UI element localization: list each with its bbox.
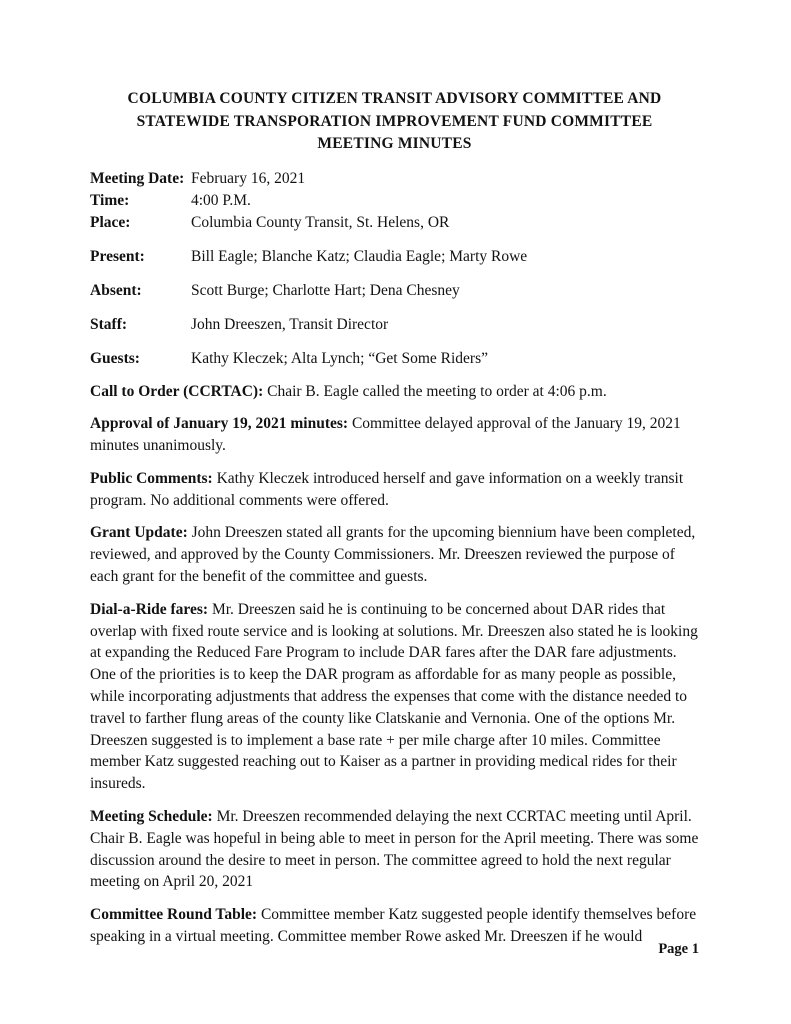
meta-label: Present: — [90, 247, 145, 265]
document-title — [90, 88, 699, 156]
paragraph-body: Kathy Kleczek introduced herself and gave information on a weekly transit program. No additional comments were offered. — [90, 469, 684, 509]
paragraph-public-comments — [90, 468, 699, 512]
meta-label: Time: — [90, 191, 130, 209]
paragraph-body: Committee delayed approval of the January 19, 2021 minutes unanimously. — [90, 415, 681, 455]
meta-label: Absent: — [90, 281, 142, 299]
paragraph-heading: Call to Order (CCRTAC): — [90, 382, 264, 400]
meeting-meta — [90, 168, 699, 370]
page-number: Page 1 — [658, 941, 699, 957]
meta-value: February 16, 2021 — [191, 169, 306, 187]
meta-row-present — [90, 246, 699, 268]
meta-value: 4:00 P.M. — [191, 191, 251, 209]
paragraph-dial-a-ride-fares — [90, 599, 699, 795]
title-line-3: MEETING MINUTES — [317, 135, 472, 152]
title-line-1: COLUMBIA COUNTY CITIZEN TRANSIT ADVISORY COMMITTEE AND — [127, 90, 662, 107]
paragraph-heading: Grant Update: — [90, 524, 188, 542]
meta-row-absent — [90, 280, 699, 302]
meta-value: Bill Eagle; Blanche Katz; Claudia Eagle; Marty Rowe — [191, 247, 528, 265]
meta-label: Place: — [90, 213, 131, 231]
paragraph-meeting-schedule — [90, 806, 699, 893]
paragraph-heading: Approval of January 19, 2021 minutes: — [90, 415, 349, 433]
paragraph-body: Mr. Dreeszen recommended delaying the next CCRTAC meeting until April. Chair B. Eagle was hopeful in being able to meet in person for the April meeting. There was some discussion around the desire to meet in person. The committee agreed to hold the next regular meeting on April 20, 2021 — [90, 808, 699, 891]
paragraph-grant-update — [90, 522, 699, 587]
meta-label: Meeting Date: — [90, 169, 185, 187]
meta-value: John Dreeszen, Transit Director — [191, 315, 389, 333]
paragraph-heading: Public Comments: — [90, 469, 213, 487]
meta-value: Columbia County Transit, St. Helens, OR — [191, 213, 450, 231]
paragraph-approval-minutes — [90, 413, 699, 457]
meta-value: Scott Burge; Charlotte Hart; Dena Chesney — [191, 281, 460, 299]
meta-label: Guests: — [90, 349, 140, 367]
paragraph-heading: Dial-a-Ride fares: — [90, 600, 209, 618]
paragraph-heading: Meeting Schedule: — [90, 808, 213, 826]
meta-row-time — [90, 190, 699, 212]
paragraph-committee-round-table — [90, 904, 699, 948]
title-line-2: STATEWIDE TRANSPORATION IMPROVEMENT FUND COMMITTEE — [136, 112, 653, 130]
meta-row-guests — [90, 348, 699, 370]
paragraph-call-to-order — [90, 381, 699, 403]
paragraph-body: Chair B. Eagle called the meeting to order at 4:06 p.m. — [263, 382, 607, 400]
paragraph-body: Committee member Katz suggested people identify themselves before speaking in a virtual meeting. Committee member Rowe asked Mr. Dreeszen if he would — [90, 906, 697, 946]
meta-row-staff — [90, 314, 699, 336]
paragraph-body: John Dreeszen stated all grants for the upcoming biennium have been completed, reviewed, and approved by the County Commissioners. Mr. Dreeszen reviewed the purpose of each grant for the benefit of the committee and guests. — [90, 524, 696, 586]
paragraph-body: Mr. Dreeszen said he is continuing to be concerned about DAR rides that overlap with fixed route service and is looking at solutions. Mr. Dreeszen also stated he is looking at expanding the Reduced Fare Program to include DAR fares after the DAR fare adjustments. One of the priorities is to keep the DAR program as affordable for as many people as possible, while incorporating adjustments that address the expenses that come with the distance needed to travel to farther flung areas of the county like Clatskanie and Vernonia. One of the options Mr. Dreeszen suggested is to implement a base rate + per mile charge after 10 miles. Committee member Katz suggested reaching out to Kaiser as a partner in providing medical rides for their insureds. — [90, 600, 698, 793]
paragraph-heading: Committee Round Table: — [90, 906, 258, 924]
meta-row-place — [90, 212, 699, 234]
meta-label: Staff: — [90, 315, 128, 333]
meta-value: Kathy Kleczek; Alta Lynch; “Get Some Riders” — [191, 349, 488, 367]
meta-row-meeting-date — [90, 168, 699, 190]
